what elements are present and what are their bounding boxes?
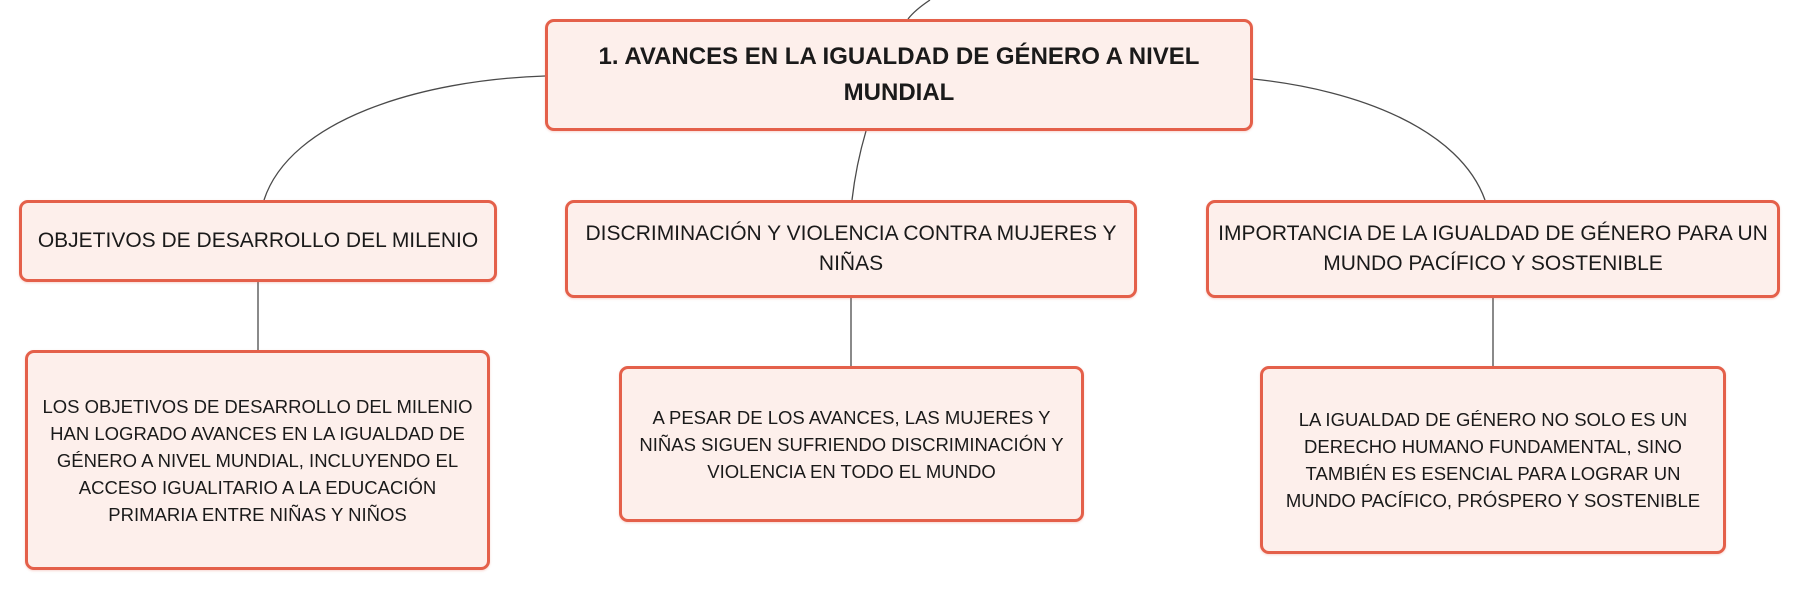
detail-text-importancia: LA IGUALDAD DE GÉNERO NO SOLO ES UN DERECHO HUMANO FUNDAMENTAL, SINO TAMBIÉN ES ESENCIAL PARA LOGRAR UN MUNDO PACÍFICO, PRÓSPERO Y SOSTENIBLE — [1285, 409, 1701, 511]
root-topic-node[interactable] — [545, 19, 1253, 131]
detail-node-discriminacion[interactable] — [619, 366, 1084, 522]
detail-node-importancia[interactable] — [1260, 366, 1726, 554]
connector-root-to-discriminacion — [852, 131, 866, 200]
connector-root-to-importancia — [1253, 79, 1485, 200]
root-topic-label: 1. AVANCES EN LA IGUALDAD DE GÉNERO A NIVEL MUNDIAL — [598, 43, 1200, 106]
branch-label-discriminacion: DISCRIMINACIÓN Y VIOLENCIA CONTRA MUJERES Y NIÑAS — [585, 222, 1117, 275]
detail-text-objetivos: LOS OBJETIVOS DE DESARROLLO DEL MILENIO HAN LOGRADO AVANCES EN LA IGUALDAD DE GÉNERO A NIVEL MUNDIAL, INCLUYENDO EL ACCESO IGUALITARIO A LA EDUCACIÓN PRIMARIA ENTRE NIÑAS Y NIÑOS — [42, 395, 473, 525]
branch-node-objetivos[interactable] — [19, 200, 497, 282]
connector-parent-to-root — [908, 0, 930, 19]
branch-label-objetivos: OBJETIVOS DE DESARROLLO DEL MILENIO — [37, 229, 479, 252]
branch-node-importancia[interactable] — [1206, 200, 1780, 298]
branch-node-discriminacion[interactable] — [565, 200, 1137, 298]
detail-node-objetivos[interactable] — [25, 350, 490, 570]
branch-label-importancia: IMPORTANCIA DE LA IGUALDAD DE GÉNERO PARA UN MUNDO PACÍFICO Y SOSTENIBLE — [1218, 222, 1768, 275]
detail-text-discriminacion: A PESAR DE LOS AVANCES, LAS MUJERES Y NIÑAS SIGUEN SUFRIENDO DISCRIMINACIÓN Y VIOLENCIA EN TODO EL MUNDO — [639, 406, 1064, 482]
connector-root-to-objetivos — [264, 76, 545, 200]
